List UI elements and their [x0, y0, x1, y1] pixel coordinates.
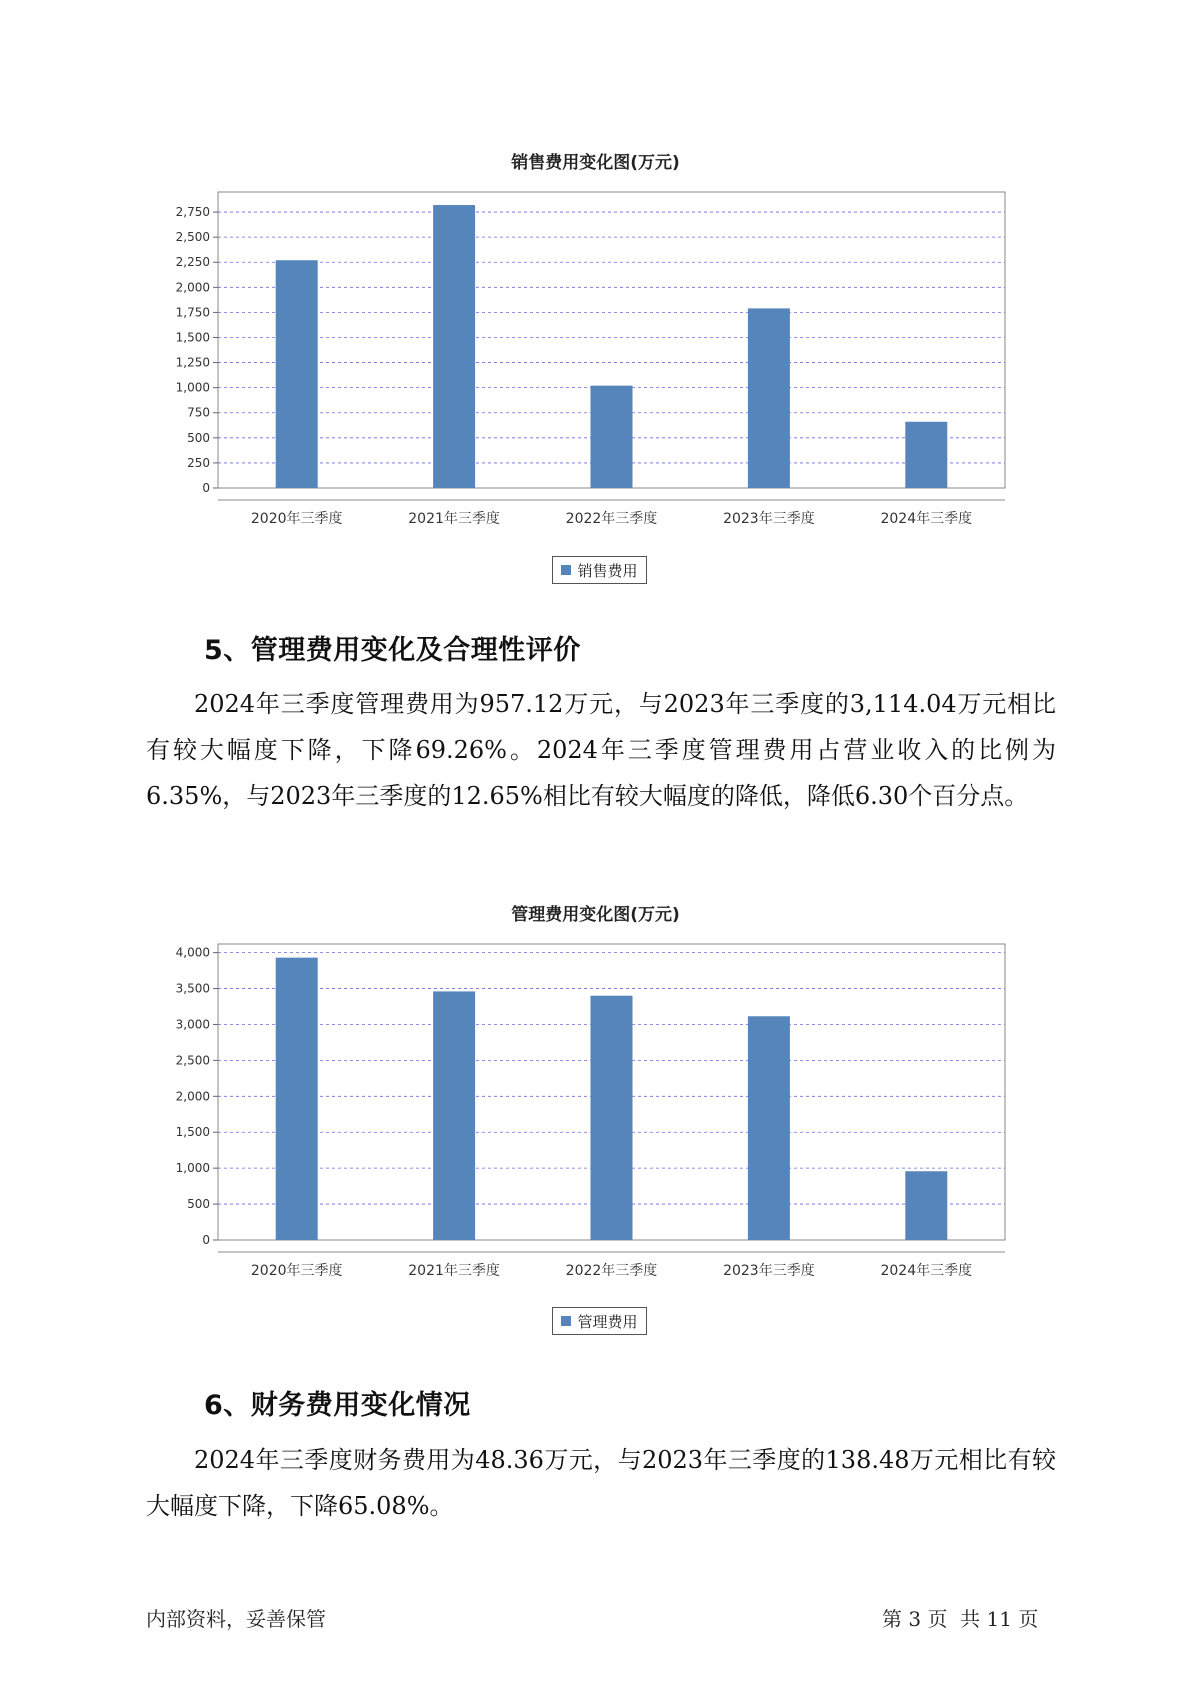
x-tick-label: 2024年三季度: [880, 1263, 973, 1279]
y-tick-label: 1,000: [175, 380, 210, 395]
legend-label: 管理费用: [577, 1312, 638, 1331]
admin-expense-chart: [150, 932, 1030, 1312]
footer-page-number: 第 3 页 共 11 页: [882, 1607, 1039, 1631]
y-tick-label: 500: [187, 430, 210, 445]
bar: [905, 1171, 947, 1240]
bar: [433, 205, 475, 488]
y-tick-label: 1,500: [175, 330, 210, 345]
footer-confidential-note: 内部资料，妥善保管: [146, 1607, 326, 1631]
y-tick-label: 2,500: [175, 1053, 210, 1068]
y-tick-label: 4,000: [175, 945, 210, 960]
y-tick-label: 2,000: [175, 1089, 210, 1104]
y-tick-label: 2,250: [175, 255, 210, 270]
bar: [591, 386, 633, 488]
y-tick-label: 0: [202, 1233, 210, 1247]
y-tick-label: 1,250: [175, 355, 210, 370]
y-tick-label: 750: [187, 405, 210, 420]
y-tick-label: 2,500: [175, 230, 210, 245]
x-tick-label: 2022年三季度: [565, 1263, 658, 1279]
bar: [905, 422, 947, 488]
x-tick-label: 2024年三季度: [880, 511, 973, 527]
bar: [591, 996, 633, 1240]
y-tick-label: 3,000: [175, 1017, 210, 1032]
sales-expense-legend: [552, 556, 647, 584]
section-6-heading: 6、财务费用变化情况: [204, 1390, 471, 1421]
x-tick-label: 2021年三季度: [408, 1263, 500, 1279]
sales-expense-chart: [150, 180, 1030, 560]
admin-expense-legend: [552, 1307, 647, 1335]
y-tick-label: 1,500: [175, 1125, 210, 1140]
y-tick-label: 3,500: [175, 981, 210, 996]
x-tick-label: 2021年三季度: [408, 511, 500, 527]
y-tick-label: 1,000: [175, 1161, 210, 1176]
bar: [433, 991, 475, 1240]
x-tick-label: 2023年三季度: [723, 1263, 815, 1279]
bar: [276, 260, 318, 488]
x-tick-label: 2022年三季度: [565, 511, 658, 527]
y-tick-label: 2,750: [175, 205, 210, 220]
y-tick-label: 250: [187, 455, 210, 470]
bar: [748, 1016, 790, 1240]
bar: [748, 308, 790, 488]
section-6-paragraph: 2024年三季度财务费用为48.36万元，与2023年三季度的138.48万元相比有较大幅度下降，下降65.08%。: [146, 1446, 1056, 1520]
section-5-paragraph: 2024年三季度管理费用为957.12万元，与2023年三季度的3,114.04万元相比有较大幅度下降，下降69.26%。2024年三季度管理费用占营业收入的比例为6.35%，与2023年三季度的12.65%相比有较大幅度的降低，降低6.30个百分点。: [146, 690, 1056, 810]
y-tick-label: 0: [202, 481, 210, 495]
legend-swatch: [561, 565, 571, 575]
x-tick-label: 2020年三季度: [250, 511, 343, 527]
y-tick-label: 2,000: [175, 280, 210, 295]
legend-label: 销售费用: [577, 561, 638, 580]
y-tick-label: 500: [187, 1197, 210, 1212]
x-tick-label: 2020年三季度: [250, 1263, 343, 1279]
section-5-heading: 5、管理费用变化及合理性评价: [204, 635, 581, 666]
admin-expense-chart-title: 管理费用变化图(万元): [511, 905, 680, 925]
y-tick-label: 1,750: [175, 305, 210, 320]
bar: [276, 958, 318, 1240]
legend-swatch: [561, 1316, 571, 1326]
sales-expense-chart-title: 销售费用变化图(万元): [511, 153, 680, 173]
x-tick-label: 2023年三季度: [723, 511, 815, 527]
